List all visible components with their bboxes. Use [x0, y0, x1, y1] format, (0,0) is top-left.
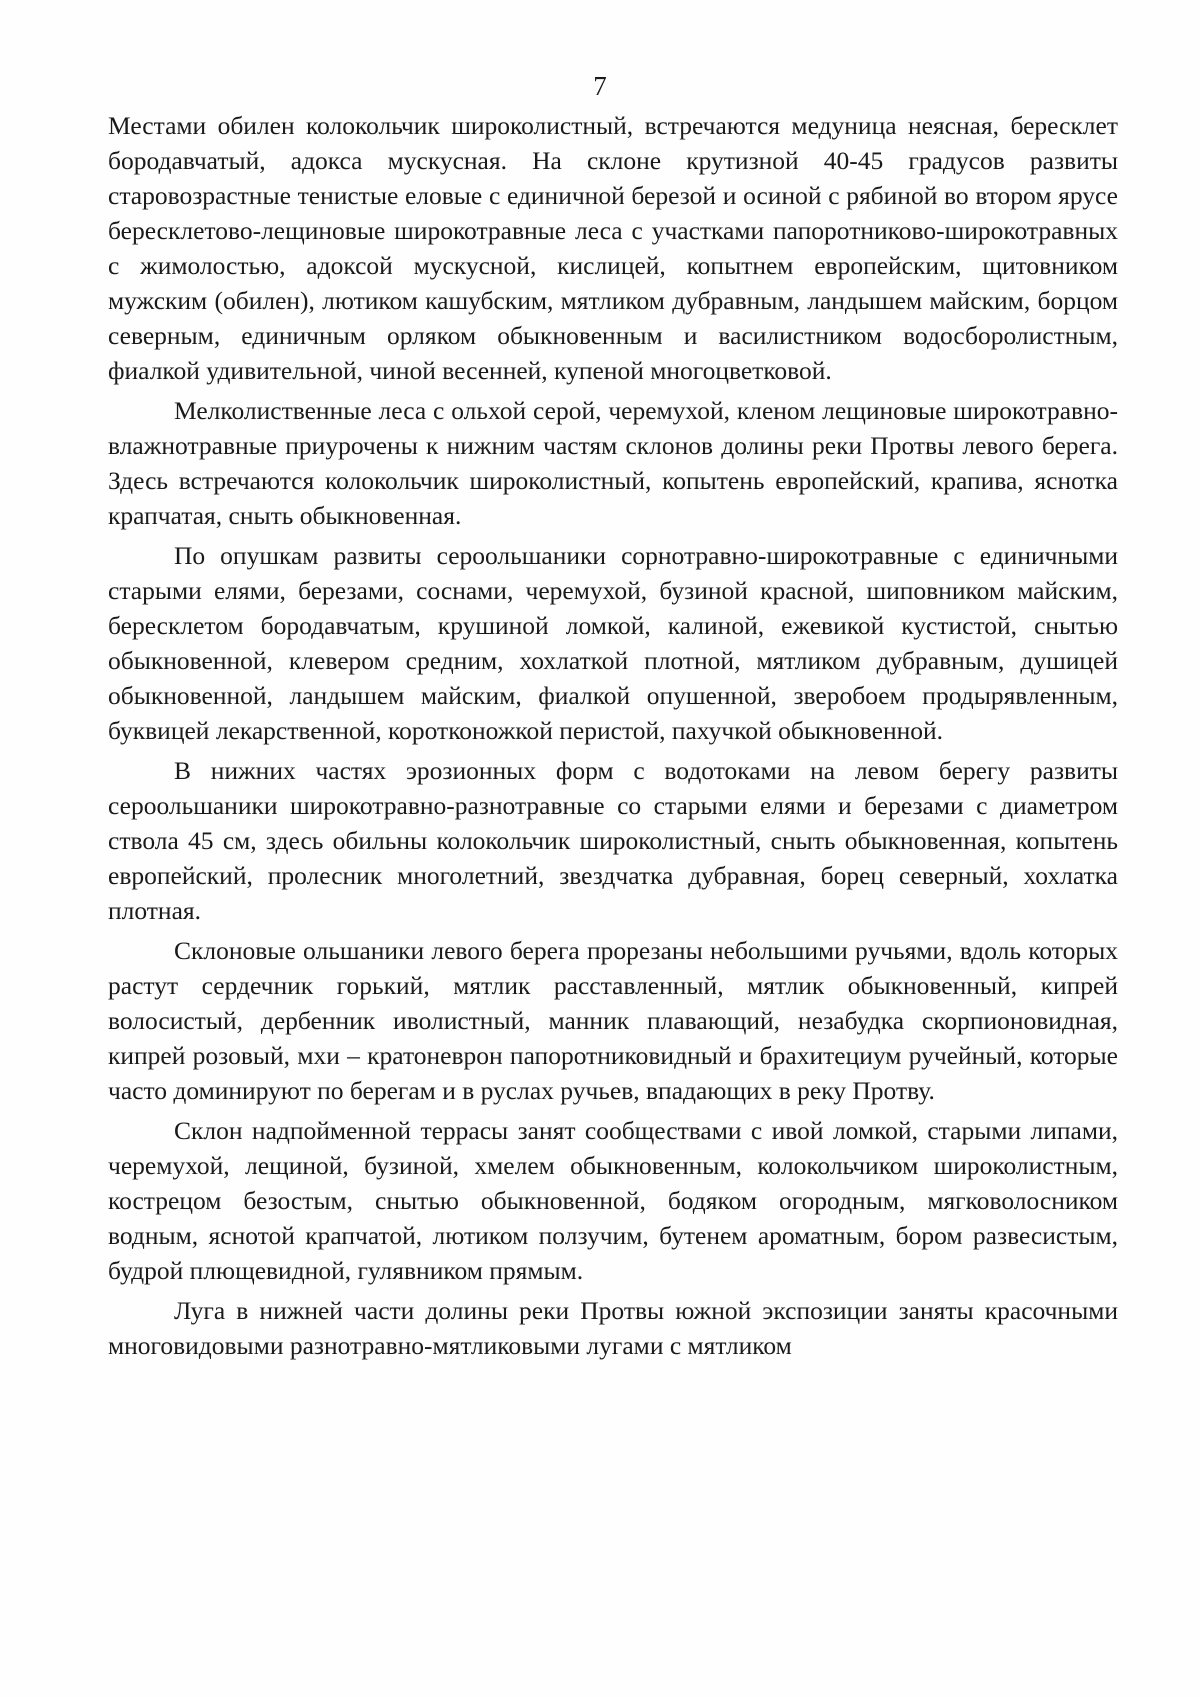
- body-text: [108, 108, 1118, 1363]
- paragraph-7: Луга в нижней части долины реки Протвы южной экспозиции заняты красочными многовидовыми разнотравно-мятликовыми лугами с мятликом: [108, 1296, 1118, 1360]
- paragraph-5: Склоновые ольшаники левого берега прорезаны небольшими ручьями, вдоль которых растут сердечник горький, мятлик расставленный, мятлик обыкновенный, кипрей волосистый, дербенник иволистный, манник плавающий, незабудка скорпионовидная, кипрей розовый, мхи – кратоневрон папоротниковидный и брахитециум ручейный, которые часто доминируют по берегам и в руслах ручьев, впадающих в реку Протву.: [108, 936, 1118, 1105]
- paragraph-3: По опушкам развиты сероольшаники сорнотравно-широкотравные с единичными старыми елями, березами, соснами, черемухой, бузиной красной, шиповником майским, бересклетом бородавчатым, крушиной ломкой, калиной, ежевикой кустистой, снытью обыкновенной, клевером средним, хохлаткой плотной, мятликом дубравным, душицей обыкновенной, ландышем майским, фиалкой опушенной, зверобоем продырявленным, буквицей лекарственной, коротконожкой перистой, пахучкой обыкновенной.: [108, 541, 1118, 745]
- paragraph-1: Местами обилен колокольчик широколистный, встречаются медуница неясная, бересклет бородавчатый, адокса мускусная. На склоне крутизной 40-45 градусов развиты старовозрастные тенистые еловые с единичной березой и осиной с рябиной во втором ярусе бересклетово-лещиновые широкотравные леса с участками папоротниково-широкотравных с жимолостью, адоксой мускусной, кислицей, копытнем европейским, щитовником мужским (обилен), лютиком кашубским, мятликом дубравным, ландышем майским, борцом северным, единичным орляком обыкновенным и василистником водосборолистным, фиалкой удивительной, чиной весенней, купеной многоцветковой.: [108, 111, 1118, 385]
- paragraph-6: Склон надпойменной террасы занят сообществами с ивой ломкой, старыми липами, черемухой, лещиной, бузиной, хмелем обыкновенным, колокольчиком широколистным, кострецом безостым, снытью обыкновенной, бодяком огородным, мягковолосником водным, яснотой крапчатой, лютиком ползучим, бутенем ароматным, бором развесистым, будрой плющевидной, гулявником прямым.: [108, 1116, 1118, 1285]
- page-number: 7: [593, 71, 607, 101]
- paragraph-2: Мелколиственные леса с ольхой серой, черемухой, кленом лещиновые широкотравно-влажнотравные приурочены к нижним частям склонов долины реки Протвы левого берега. Здесь встречаются колокольчик широколистный, копытень европейский, крапива, яснотка крапчатая, сныть обыкновенная.: [108, 396, 1118, 530]
- paragraph-4: В нижних частях эрозионных форм с водотоками на левом берегу развиты сероольшаники широкотравно-разнотравные со старыми елями и березами с диаметром ствола 45 см, здесь обильны колокольчик широколистный, сныть обыкновенная, копытень европейский, пролесник многолетний, звездчатка дубравная, борец северный, хохлатка плотная.: [108, 756, 1118, 925]
